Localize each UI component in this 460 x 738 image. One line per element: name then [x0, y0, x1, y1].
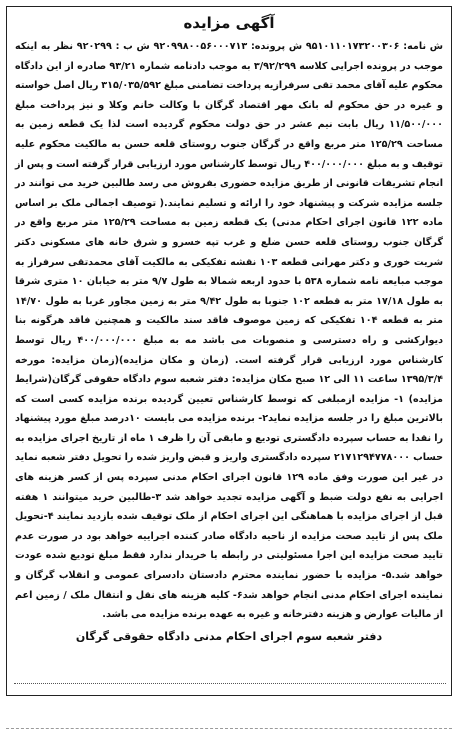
notice-title: آگهی مزایده: [183, 14, 275, 32]
notice-signature: دفتر شعبه سوم اجرای احکام مدنی دادگاه حقوقی گرگان: [75, 629, 383, 643]
notice-body: ش نامه: ۹۵۱۰۱۱۰۱۷۳۲۰۰۳۰۶ ش پرونده: ۹۲۰۹۹۸۰۰۵۶۰۰۰۷۱۳ ش ب : ۹۲۰۲۹۹ نظر به اینکه موجب در پرونده اجرایی کلاسه ۳/۹۲/۲۹۹ به موجب دادنامه شماره ۹۳/۲۱ صادره از این دادگاه محکوم علیه آقای محمد تقی سرفرازیه پرداخت تضامنی مبلغ ۳۱۵/۰۳۵/۵۹۲ ریال اصل خواسته و غیره در حق محکوم له بانک مهر اقتصاد گرگان با وکالت خانم وکلا و نیز پرداخت مبلغ ۱۱/۵۰۰/۰۰۰ ریال بابت نیم عشر در حق دولت محکوم گردیده است لذا یک قطعه زمین به مساحت ۱۲۵/۲۹ متر مربع واقع در گرگان جنوب روستای قلعه حسن به مالکیت محکوم علیه توقیف و به مبلغ ۴۰۰/۰۰۰/۰۰۰ ریال توسط کارشناس مورد ارزیابی قرار گرفته است و پس از انجام تشریفات قانونی از طریق مزایده حضوری بفروش می رسد طالبین خرید می توانند در جلسه مزایده شرکت و پیشنهاد خود را ارائه و تسلیم نمایند.( توصیف اجمالی ملک بر اساس ماده ۱۲۲ قانون اجرای احکام مدنی) یک قطعه زمین به مساحت ۱۲۵/۲۹ متر مربع واقع در گرگان جنوب روستای قلعه حسن ضلع و غرب تپه خسرو و شرق خانه های مسکونی دکتر شریت خوری و دکتر مهرانی قطعه ۱۰۳ نقشه تفکیکی به مالکیت آقای محمدتقی سرفراز به موجب مبایعه نامه شماره ۵۳۸ با حدود اربعه شمالا به طول ۹/۷ متر به خیابان ۱۰ متری شرقا به طول ۱۷/۱۸ متر به قطعه ۱۰۲ جنوبا به طول ۹/۴۲ متر به زمین مجاور غربا به طول ۱۴/۷۰ متر به قطعه ۱۰۴ تفکیکی که زمین موصوف فاقد سند مالکیت و همچنین فاقد هرگونه بنا دیوارکشی و راه دسترسی و منصوبات می باشد مه به مبلغ ۴۰۰/۰۰۰/۰۰۰ ریال توسط کارشناس مورد ارزیابی قرار گرفته است. (زمان و مکان مزایده)(زمان مزایده: مورخه ۱۳۹۵/۳/۴ ساعت ۱۱ الی ۱۲ صبح مکان مزایده: دفتر شعبه سوم دادگاه حقوقی گرگان(شرایط مزایده) ۱- مزایده ازمبلغی که توسط کارشناس تعیین گردیده برنده مزایده کسی است که بالاترین مبلغ را در جلسه مزایده نماید۲- برنده مزایده می بایست ۱۰درصد مبلغ مورد پیشنهاد را نقدا به حساب سپرده دادگستری تودیع و مابقی آن را ظرف ۱ ماه از تاریخ اجرای مزایده به حساب ۲۱۷۱۲۹۴۷۷۸۰۰۰ سپرده دادگستری واریز و قبض واریز شده را تحویل دفتر شعبه نماید در غیر این صورت وفق ماده ۱۲۹ قانون اجرای احکام مدنی سپرده پس از کسر هزینه های اجرایی به نفع دولت ضبط و آگهی مزایده تجدید خواهد شد ۳-طالبین خرید میتوانند ۱ هفته قبل از اجرای مزایده با هماهنگی این اجرای احکام از ملک توقیف شده بازدید نمایند ۴-تحویل ملک پس از تایید صحت مزایده از ناحیه دادگاه صادر کننده اجراییه خواهد بود در صورت عدم تایید صحت مزایده این اجرا مسئولیتی در رابطه با خریدار ندارد فقط مبلغ تودیع شده عودت خواهد شد.۵- مزایده با حضور نماینده محترم دادستان دادسرای عمومی و انقلاب گرگان و نماینده اجرای احکام مدنی انجام خواهد شد۶- کلیه هزینه های نقل و انتقال ملک / زمین اعم از مالیات عوارض و هزینه دفترخانه و غیره به عهده برنده مزایده می باشد.: [15, 41, 444, 621]
page-bottom-rule: [6, 728, 452, 729]
dotted-divider: [14, 683, 446, 684]
auction-notice: [6, 6, 452, 696]
